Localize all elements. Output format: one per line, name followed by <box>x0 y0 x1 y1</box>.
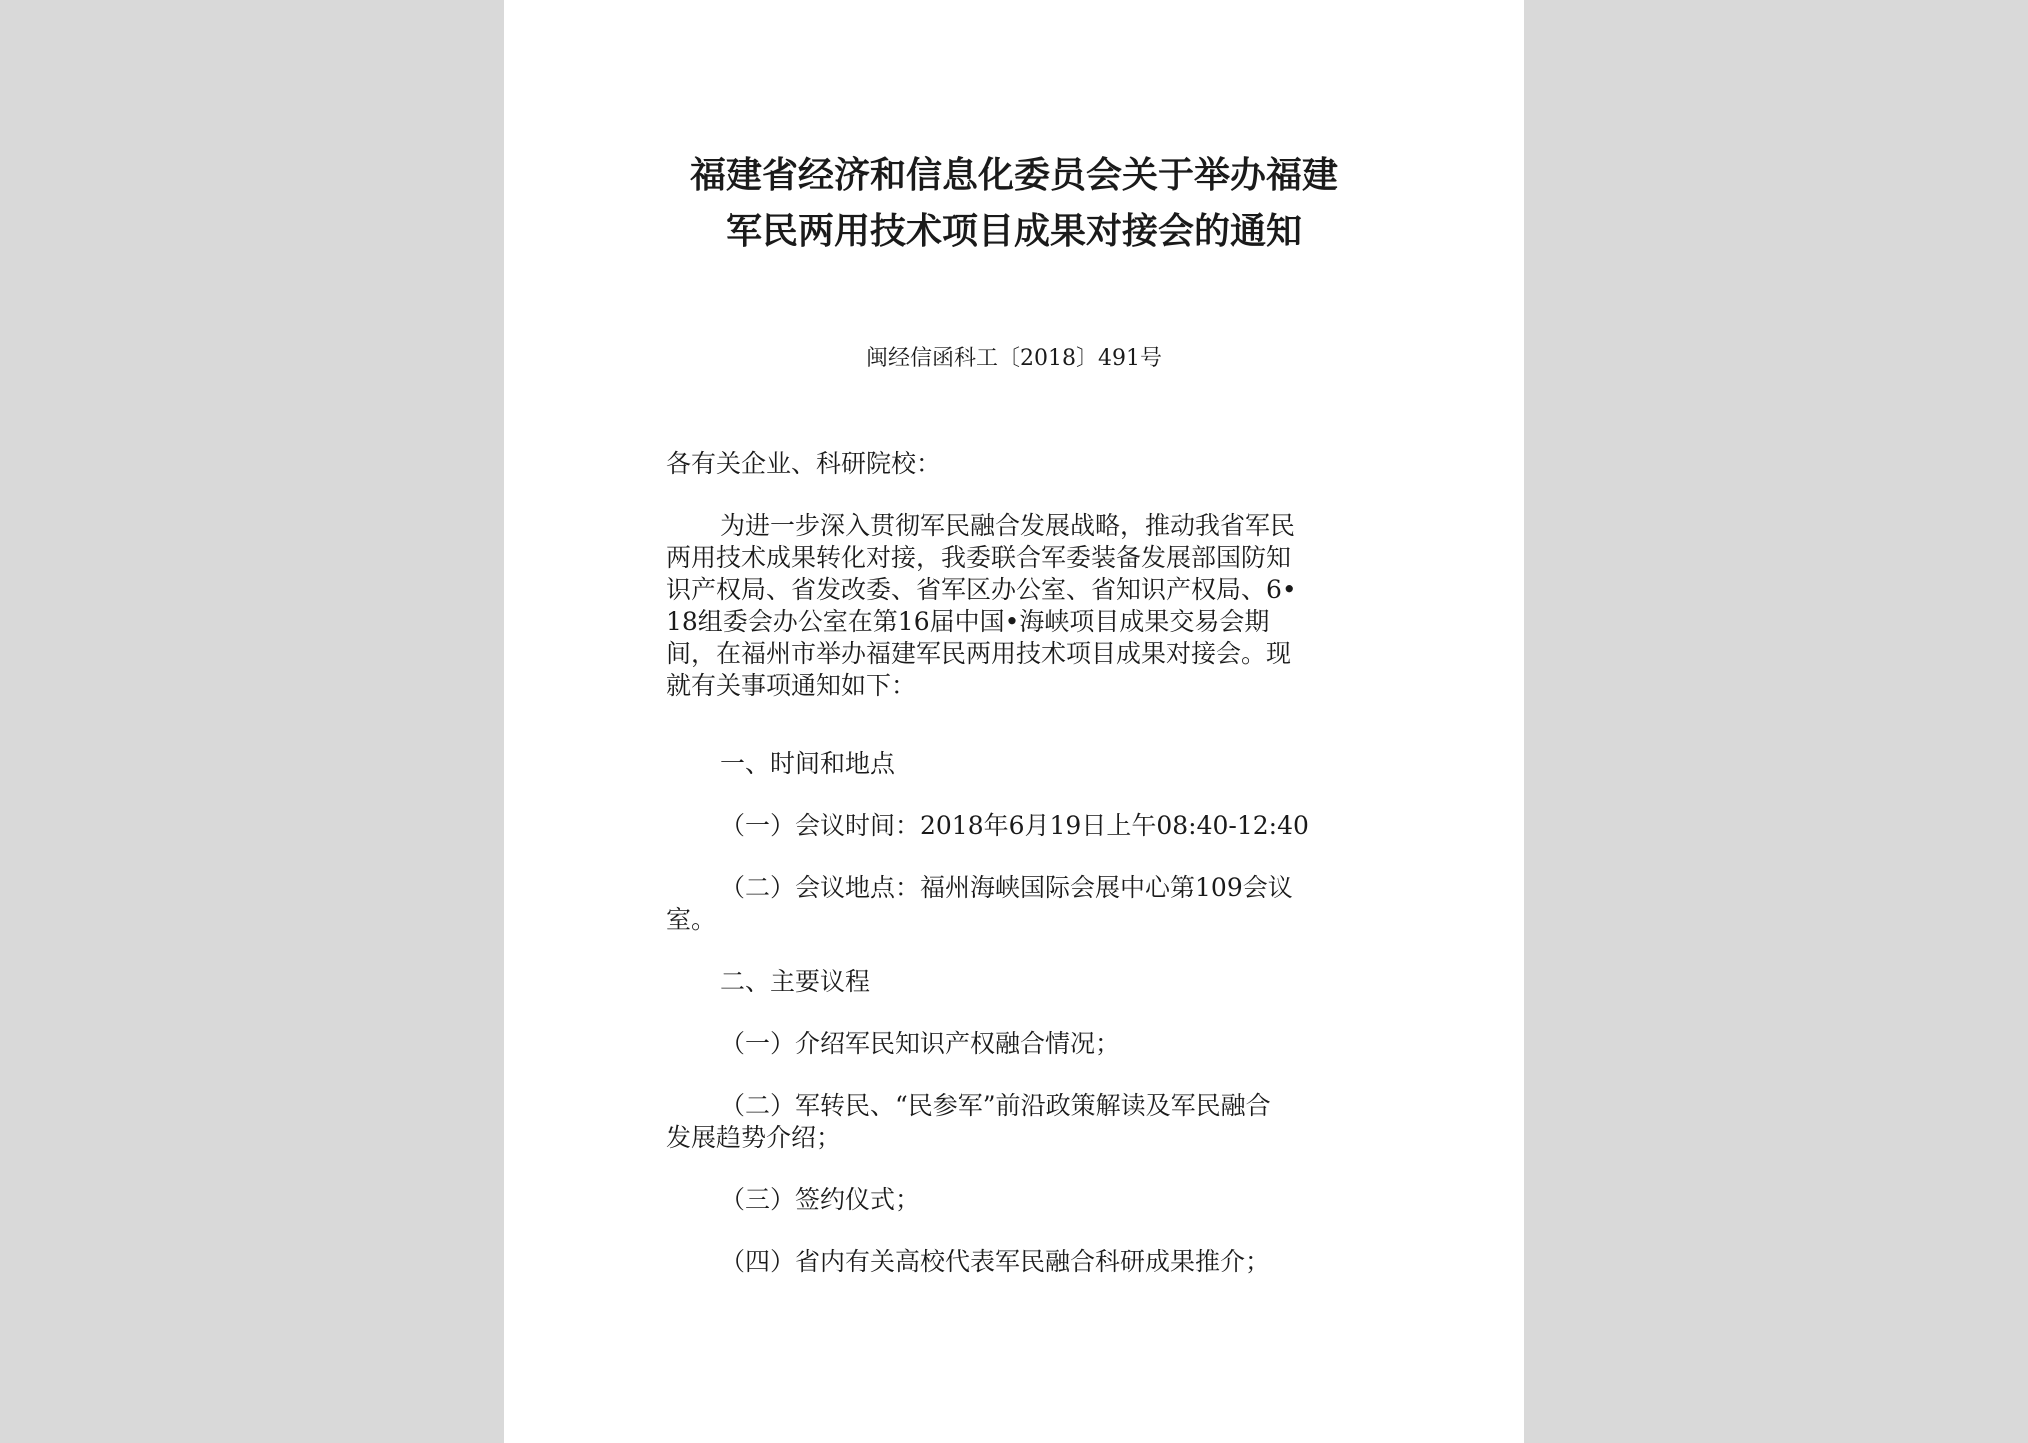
intro-line-2: 两用技术成果转化对接，我委联合军委装备发展部国防知 <box>666 543 1292 572</box>
agenda-item-1: （一）介绍军民知识产权融合情况； <box>720 1029 1121 1058</box>
intro-line-5: 间，在福州市举办福建军民两用技术项目成果对接会。现 <box>666 639 1292 668</box>
agenda-item-2 <box>666 1090 1366 1154</box>
document-number: 闽经信函科工〔2018〕491号 <box>866 346 1162 371</box>
document-title <box>504 148 1524 260</box>
intro-paragraph <box>666 510 1366 702</box>
meeting-location <box>666 872 1366 936</box>
intro-line-6: 就有关事项通知如下： <box>666 671 917 700</box>
agenda-item-4: （四）省内有关高校代表军民融合科研成果推介； <box>720 1247 1271 1276</box>
agenda-item-3: （三）签约仪式； <box>720 1185 921 1214</box>
section-2-heading: 二、主要议程 <box>720 967 871 996</box>
meeting-location-line-2: 室。 <box>666 905 717 934</box>
intro-line-1: 为进一步深入贯彻军民融合发展战略，推动我省军民 <box>720 511 1296 540</box>
agenda-item-2-line-2: 发展趋势介绍； <box>666 1123 842 1152</box>
section-1-heading: 一、时间和地点 <box>720 749 896 778</box>
agenda-item-2-line-1: （二）军转民、“民参军”前沿政策解读及军民融合 <box>720 1091 1271 1120</box>
salutation: 各有关企业、科研院校： <box>666 449 942 478</box>
document-page <box>504 0 1524 1443</box>
title-line-1: 福建省经济和信息化委员会关于举办福建 <box>689 155 1338 196</box>
meeting-time: （一）会议时间：2018年6月19日上午08:40-12:40 <box>720 811 1309 840</box>
intro-line-3: 识产权局、省发改委、省军区办公室、省知识产权局、6• <box>666 575 1297 604</box>
title-line-2: 军民两用技术项目成果对接会的通知 <box>725 211 1302 252</box>
intro-line-4: 18组委会办公室在第16届中国•海峡项目成果交易会期 <box>666 607 1270 636</box>
meeting-location-line-1: （二）会议地点：福州海峡国际会展中心第109会议 <box>720 873 1293 902</box>
